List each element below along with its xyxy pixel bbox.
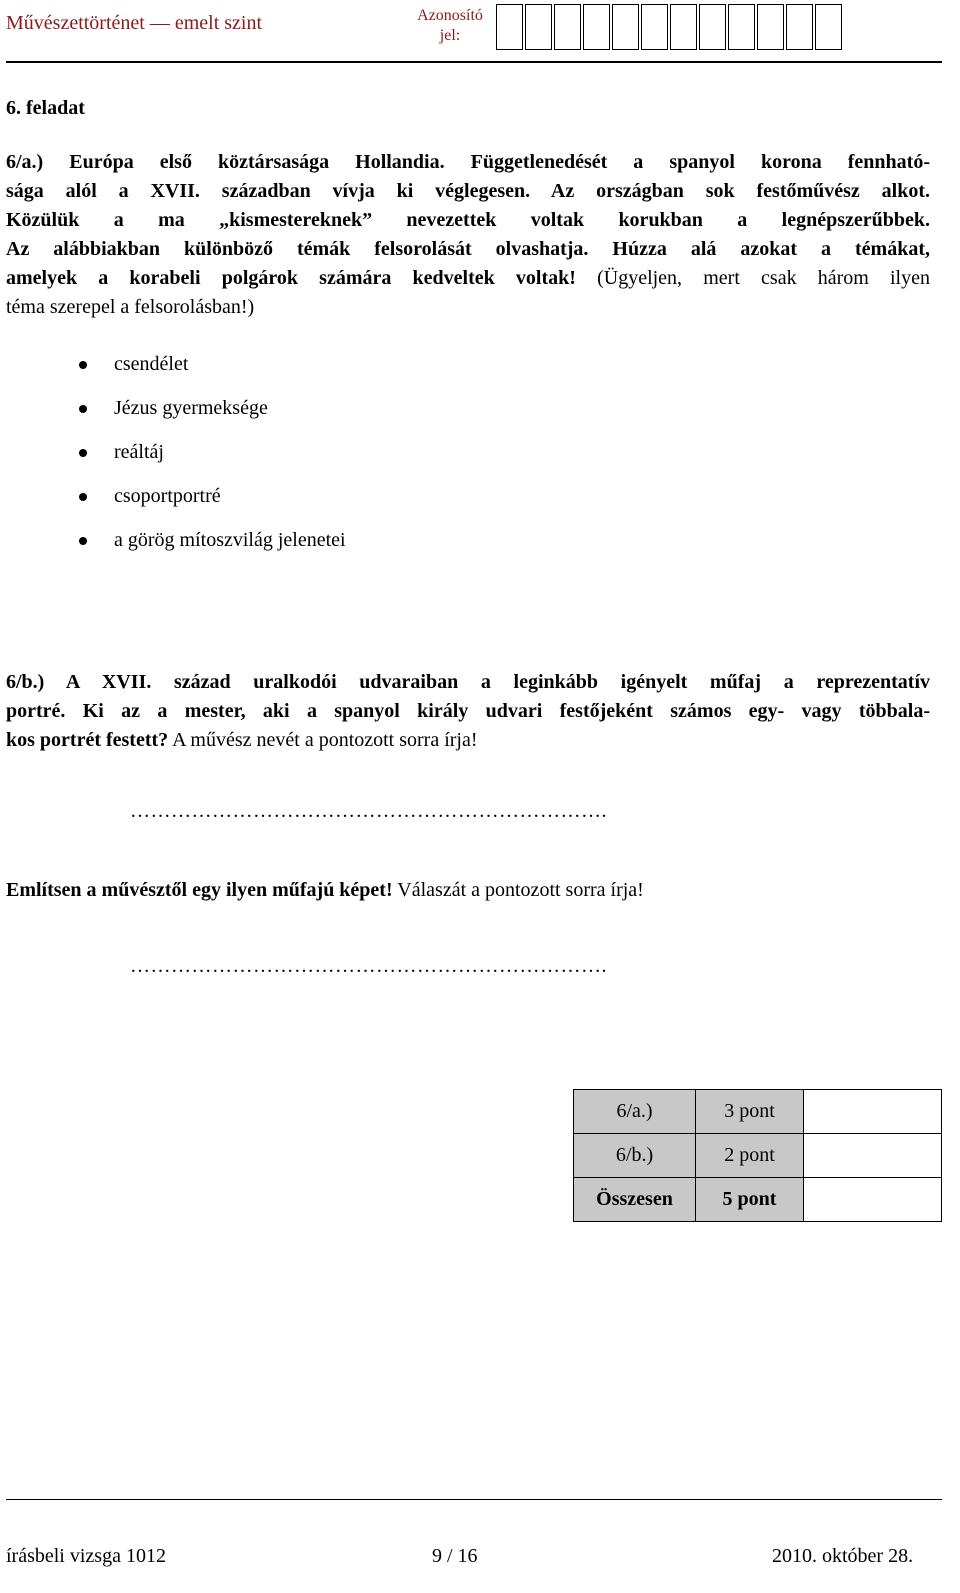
id-box[interactable] — [641, 4, 668, 50]
text-run: Az alábbiakban különböző témák felsorolását olvashatja. Húzza alá azokat a témákat, — [6, 238, 930, 260]
score-row — [574, 1134, 942, 1178]
topic-list — [74, 350, 346, 570]
topic-item[interactable] — [74, 438, 346, 482]
id-box[interactable] — [670, 4, 697, 50]
score-entry-cell[interactable] — [804, 1090, 942, 1134]
bullet-icon — [79, 405, 87, 413]
text-run: Közülük a ma „kismestereknek” nevezettek voltak korukban a legnépszerűbbek. — [6, 209, 930, 231]
score-points: 5 pont — [696, 1178, 804, 1222]
score-entry-cell[interactable] — [804, 1134, 942, 1178]
question2-rest: Válaszát a pontozott sorra írja! — [392, 879, 644, 901]
text-run: (Ügyeljen, mert csak három ilyen — [575, 267, 930, 289]
bullet-icon — [79, 537, 87, 545]
id-label: Azonosító jel: — [417, 7, 483, 44]
id-boxes — [496, 4, 844, 50]
answer-line-painting[interactable]: ……………………………………………………………. — [130, 955, 607, 977]
topic-item[interactable] — [74, 350, 346, 394]
task-heading: 6. feladat — [6, 97, 85, 119]
footer-date: 2010. október 28. — [772, 1545, 914, 1567]
part-a-instructions — [6, 148, 930, 322]
answer-line-artist[interactable]: ……………………………………………………………. — [130, 800, 607, 822]
score-points: 3 pont — [696, 1090, 804, 1134]
text-line — [6, 235, 930, 264]
text-line — [6, 206, 930, 235]
topic-label: csoportportré — [114, 485, 221, 507]
text-run: portré. Ki az a mester, aki a spanyol király udvari festőjeként számos egy- vagy többala- — [6, 700, 930, 722]
topic-item[interactable] — [74, 482, 346, 526]
text-run: 6/b.) A XVII. század uralkodói udvaraiban a leginkább igényelt műfaj a reprezentatív — [6, 671, 930, 693]
score-row — [574, 1178, 942, 1222]
text-line — [6, 668, 930, 697]
score-label: Összesen — [574, 1178, 696, 1222]
score-entry-cell[interactable] — [804, 1178, 942, 1222]
footer-exam-code: írásbeli vizsga 1012 — [6, 1545, 166, 1567]
id-box[interactable] — [786, 4, 813, 50]
bullet-icon — [79, 449, 87, 457]
bullet-icon — [79, 361, 87, 369]
score-label: 6/a.) — [574, 1090, 696, 1134]
part-b-question-2 — [6, 879, 644, 902]
id-box[interactable] — [612, 4, 639, 50]
text-run: sága alól a XVII. században vívja ki véglegesen. Az országban sok festőművész alkot. — [6, 180, 930, 202]
footer-rule — [6, 1499, 942, 1500]
topic-label: Jézus gyermeksége — [114, 397, 268, 419]
id-box[interactable] — [525, 4, 552, 50]
text-run: A művész nevét a pontozott sorra írja! — [168, 729, 478, 751]
text-run: kos portrét festett? — [6, 729, 169, 751]
text-line — [6, 726, 930, 755]
topic-item[interactable] — [74, 394, 346, 438]
id-box[interactable] — [699, 4, 726, 50]
id-box[interactable] — [583, 4, 610, 50]
id-box[interactable] — [815, 4, 842, 50]
score-table — [573, 1089, 942, 1222]
score-label: 6/b.) — [574, 1134, 696, 1178]
topic-item[interactable] — [74, 526, 346, 570]
part-b-question — [6, 668, 930, 755]
text-run: téma szerepel a felsorolásban!) — [6, 296, 255, 318]
id-box[interactable] — [757, 4, 784, 50]
topic-label: csendélet — [114, 353, 189, 375]
header-title: Művészettörténet — emelt szint — [6, 12, 263, 34]
header-rule — [6, 61, 942, 63]
id-box[interactable] — [728, 4, 755, 50]
text-line — [6, 177, 930, 206]
score-points: 2 pont — [696, 1134, 804, 1178]
topic-label: reáltáj — [114, 441, 164, 463]
text-line — [6, 293, 930, 322]
text-run: 6/a.) Európa első köztársasága Hollandia. Függetlenedését a spanyol korona fennható- — [6, 151, 930, 173]
question2-bold: Említsen a művésztől egy ilyen műfajú képet! — [6, 879, 393, 901]
id-box[interactable] — [554, 4, 581, 50]
topic-label: a görög mítoszvilág jelenetei — [114, 529, 346, 551]
text-line — [6, 264, 930, 293]
text-line — [6, 697, 930, 726]
id-box[interactable] — [496, 4, 523, 50]
text-line — [6, 148, 930, 177]
score-row — [574, 1090, 942, 1134]
bullet-icon — [79, 493, 87, 501]
text-run: amelyek a korabeli polgárok számára kedveltek voltak! — [6, 267, 576, 289]
footer-page-number: 9 / 16 — [432, 1545, 478, 1567]
